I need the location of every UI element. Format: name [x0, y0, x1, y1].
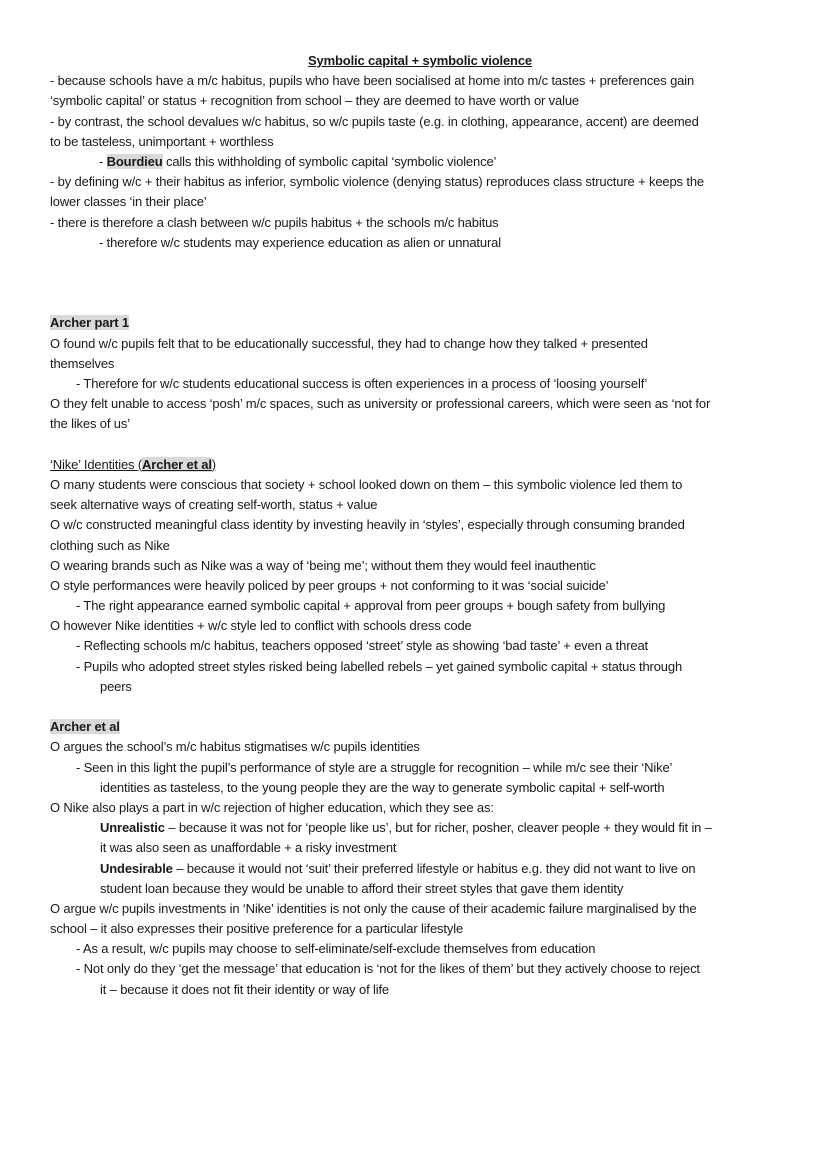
text-segment: themselves	[50, 355, 115, 371]
text-line	[50, 818, 790, 838]
text-segment: ‘Nike’ Identities (	[50, 456, 143, 472]
text-line	[50, 394, 790, 414]
text-line	[50, 616, 790, 636]
text-line	[50, 636, 790, 656]
text-segment: lower classes ‘in their place’	[50, 194, 207, 210]
text-segment: - Pupils who adopted street styles risked being labelled rebels – yet gained symbolic capital + status through	[76, 658, 683, 674]
document-body	[50, 51, 790, 1000]
blank-line	[50, 697, 790, 717]
text-line	[50, 859, 790, 879]
text-segment: - Therefore for w/c students educational success is often experiences in a process of ‘loosing yourself’	[76, 376, 648, 391]
text-line	[50, 313, 790, 333]
text-segment: O style performances were heavily policed by peer groups + not conforming to it was ‘social suicide’	[50, 577, 609, 593]
text-line	[50, 737, 790, 757]
text-segment: O w/c constructed meaningful class identity by investing heavily in ‘styles’, especially through consuming branded	[50, 517, 685, 533]
text-line	[50, 536, 790, 556]
text-segment: the likes of us’	[50, 416, 130, 432]
highlighted-name: Archer et al	[142, 456, 212, 472]
text-segment: to be tasteless, unimportant + worthless	[50, 133, 274, 149]
blank-line	[50, 273, 790, 293]
text-segment: O argues the school’s m/c habitus stigmatises w/c pupils identities	[50, 739, 420, 755]
text-segment: - by defining w/c + their habitus as inferior, symbolic violence (denying status) reproduces class structure + keeps the	[50, 174, 704, 190]
text-segment: identities as tasteless, to the young people they are the way to generate symbolic capital + self-worth	[100, 779, 665, 795]
text-line	[50, 919, 790, 939]
text-segment: it was also seen as unaffordable + a risky investment	[100, 840, 397, 856]
highlighted-name: Archer part 1	[50, 315, 129, 331]
text-line	[50, 778, 790, 798]
blank-line	[50, 253, 790, 273]
text-segment: - there is therefore a clash between w/c pupils habitus + the schools m/c habitus	[50, 214, 499, 230]
text-line	[50, 213, 790, 233]
text-line	[50, 192, 790, 212]
text-line	[50, 899, 790, 919]
text-line	[50, 556, 790, 576]
text-line	[50, 152, 790, 172]
text-line	[50, 334, 790, 354]
text-line	[50, 596, 790, 616]
text-segment: O many students were conscious that society + school looked down on them – this symbolic violence led them to	[50, 476, 683, 492]
text-segment: peers	[100, 678, 132, 694]
text-line	[50, 91, 790, 111]
text-segment: O wearing brands such as Nike was a way of ‘being me’; without them they would feel inauthentic	[50, 557, 596, 573]
text-segment: )	[211, 456, 216, 472]
text-line	[50, 717, 790, 737]
text-line	[50, 798, 790, 818]
text-line	[50, 576, 790, 596]
text-segment: it – because it does not fit their identity or way of life	[100, 981, 390, 997]
text-segment: - therefore w/c students may experience education as alien or unnatural	[99, 234, 501, 250]
text-line	[50, 455, 790, 475]
text-segment: O however Nike identities + w/c style led to conflict with schools dress code	[50, 618, 472, 634]
text-segment: school – it also expresses their positive preference for a particular lifestyle	[50, 921, 464, 937]
bold-term: Undesirable	[100, 860, 173, 876]
text-line	[50, 838, 790, 858]
text-line	[50, 132, 790, 152]
text-line	[50, 677, 790, 697]
text-segment: O Nike also plays a part in w/c rejection of higher education, which they see as:	[50, 799, 494, 815]
text-segment: calls this withholding of symbolic capital ‘symbolic violence’	[162, 153, 497, 169]
text-line	[50, 980, 790, 1000]
text-line	[50, 939, 790, 959]
text-segment: -	[99, 153, 107, 169]
highlighted-name: Archer et al	[50, 719, 120, 735]
text-segment: - As a result, w/c pupils may choose to self-eliminate/self-exclude themselves from education	[76, 941, 596, 957]
text-line	[50, 233, 790, 253]
text-segment: O they felt unable to access ‘posh’ m/c spaces, such as university or professional careers, which were seen as ‘not for	[50, 396, 711, 412]
text-segment: – because it was not for ‘people like us’, but for richer, posher, cleaver people + they would fit in –	[164, 820, 712, 836]
blank-line	[50, 293, 790, 313]
text-segment: O found w/c pupils felt that to be educationally successful, they had to change how they talked + presented	[50, 335, 648, 351]
text-line	[50, 657, 790, 677]
text-segment: seek alternative ways of creating self-worth, status + value	[50, 497, 378, 513]
text-segment: - The right appearance earned symbolic capital + approval from peer groups + bough safety from bullying	[76, 598, 666, 614]
text-line	[50, 758, 790, 778]
text-segment: O argue w/c pupils investments in ‘Nike’ identities is not only the cause of their academic failure marginalised by the	[50, 900, 697, 916]
text-line	[50, 172, 790, 192]
page-title	[50, 51, 790, 71]
text-line	[50, 354, 790, 374]
text-segment: - Not only do they ‘get the message’ that education is ‘not for the likes of them’ but they actively choose to reject	[76, 961, 700, 977]
blank-line	[50, 435, 790, 455]
text-line	[50, 879, 790, 899]
text-segment: student loan because they would be unable to afford their street styles that gave them identity	[100, 880, 624, 896]
text-segment: - Seen in this light the pupil’s performance of style are a struggle for recognition – while m/c see their ‘Nike’	[76, 759, 673, 775]
bold-term: Unrealistic	[100, 820, 165, 836]
text-segment: - Reflecting schools m/c habitus, teachers opposed ‘street’ style as showing ‘bad taste’ + even a threat	[76, 638, 649, 654]
text-line	[50, 414, 790, 434]
highlighted-name: Bourdieu	[106, 153, 163, 169]
text-segment: clothing such as Nike	[50, 537, 170, 553]
text-line	[50, 495, 790, 515]
text-segment: - because schools have a m/c habitus, pupils who have been socialised at home into m/c tastes + preferences gain	[50, 73, 695, 89]
text-line	[50, 112, 790, 132]
text-line	[50, 475, 790, 495]
text-segment: – because it would not ‘suit’ their preferred lifestyle or habitus e.g. they did not want to live on	[172, 860, 696, 876]
bold-term: Symbolic capital + symbolic violence	[308, 53, 532, 68]
text-line	[50, 71, 790, 91]
text-line	[50, 959, 790, 979]
text-line	[50, 374, 790, 394]
text-line	[50, 515, 790, 535]
text-segment: ‘symbolic capital’ or status + recognition from school – they are deemed to have worth or value	[50, 93, 580, 109]
text-segment: - by contrast, the school devalues w/c habitus, so w/c pupils taste (e.g. in clothing, appearance, accent) are deemed	[50, 113, 699, 129]
